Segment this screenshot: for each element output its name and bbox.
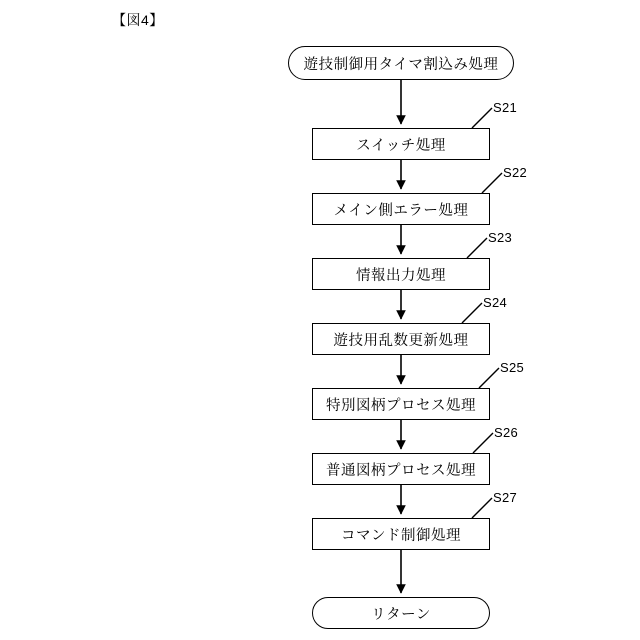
flow-node-label: 普通図柄プロセス処理 (326, 462, 476, 479)
step-label-s27: S27 (493, 490, 518, 505)
flow-node-s22 (312, 193, 490, 225)
step-label-s23: S23 (488, 230, 513, 245)
flow-node-s24 (312, 323, 490, 355)
flow-node-label: メイン側エラー処理 (333, 202, 469, 219)
flow-node-label: 遊技用乱数更新処理 (333, 332, 469, 349)
flow-node-label: 情報出力処理 (356, 267, 446, 284)
flow-node-label: コマンド制御処理 (341, 527, 461, 544)
flow-node-s23 (312, 258, 490, 290)
flow-node-s25 (312, 388, 490, 420)
figure-label: 【図4】 (112, 12, 164, 28)
flow-node-label: リターン (371, 606, 431, 623)
step-label-s22: S22 (503, 165, 528, 180)
step-label-s25: S25 (500, 360, 525, 375)
flow-node-return (312, 597, 490, 629)
flow-node-s26 (312, 453, 490, 485)
flow-node-s27 (312, 518, 490, 550)
flow-node-label: 特別図柄プロセス処理 (326, 397, 476, 414)
step-label-s21: S21 (493, 100, 518, 115)
step-label-s26: S26 (494, 425, 519, 440)
flow-node-start (288, 46, 514, 80)
step-label-s24: S24 (483, 295, 508, 310)
flow-node-s21 (312, 128, 490, 160)
flow-node-label: 遊技制御用タイマ割込み処理 (303, 56, 499, 73)
flow-node-label: スイッチ処理 (356, 137, 446, 154)
